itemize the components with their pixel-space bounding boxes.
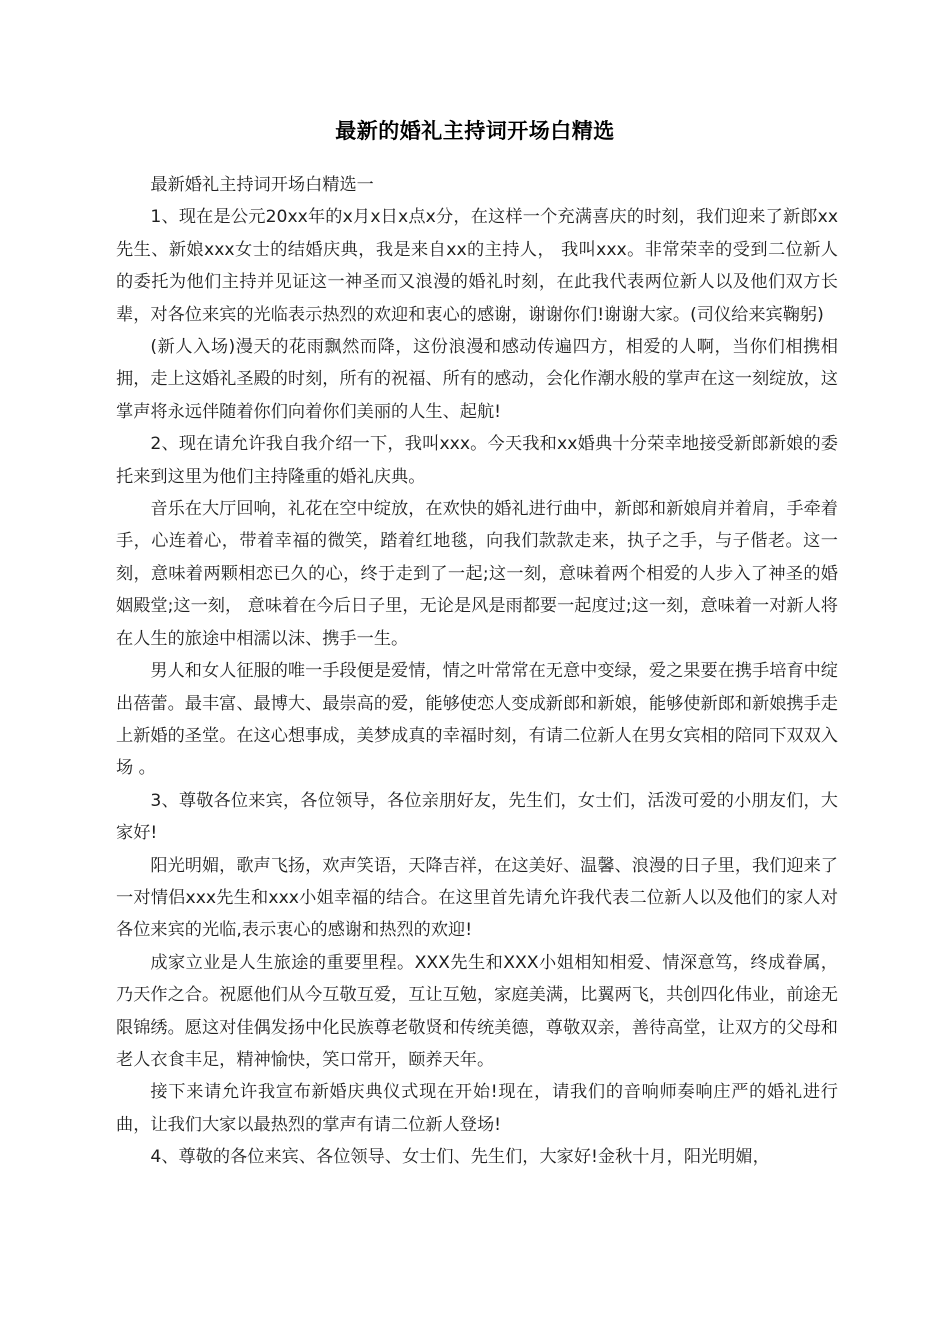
paragraph: 男人和女人征服的唯一手段便是爱情，情之叶常常在无意中变绿，爱之果要在携手培育中绽出蓓蕾。最丰富、最博大、最崇高的爱，能够使恋人变成新郎和新娘，能够使新郎和新娘携手走上新婚的圣堂。在这心想事成，美梦成真的幸福时刻，有请二位新人在男女宾相的陪同下双双入场 。	[116, 661, 838, 779]
paragraph: 1、现在是公元20xx年的x月x日x点x分，在这样一个充满喜庆的时刻，我们迎来了新郎xx先生、新娘xxx女士的结婚庆典，我是来自xx的主持人， 我叫xxx。非常荣幸的受到二位新人的委托为他们主持并见证这一神圣而又浪漫的婚礼时刻，在此我代表两位新人以及他们双方长辈，对各位来宾的光临表示热烈的欢迎和衷心的感谢，谢谢你们!谢谢大家。(司仪给来宾鞠躬)	[116, 207, 838, 325]
document-body	[116, 169, 838, 1174]
paragraph: 4、尊敬的各位来宾、各位领导、女士们、先生们，大家好!金秋十月，阳光明媚，	[150, 1147, 770, 1168]
paragraph: 音乐在大厅回响，礼花在空中绽放，在欢快的婚礼进行曲中，新郎和新娘肩并着肩，手牵着手，心连着心，带着幸福的微笑，踏着红地毯，向我们款款走来，执子之手，与子偕老。这一刻，意味着两颗相恋已久的心，终于走到了一起;这一刻，意味着两个相爱的人步入了神圣的婚姻殿堂;这一刻， 意味着在今后日子里，无论是风是雨都要一起度过;这一刻，意味着一对新人将在人生的旅途中相濡以沫、携手一生。	[116, 499, 838, 649]
paragraph: 成家立业是人生旅途的重要里程。XXX先生和XXX小姐相知相爱、情深意笃，终成眷属，乃天作之合。祝愿他们从今互敬互爱，互让互勉，家庭美满，比翼两飞，共创四化伟业，前途无限锦绣。愿这对佳偶发扬中化民族尊老敬贤和传统美德，尊敬双亲，善待高堂，让双方的父母和老人衣食丰足，精神愉快，笑口常开，颐养天年。	[116, 952, 838, 1070]
paragraph: 阳光明媚，歌声飞扬，欢声笑语，天降吉祥，在这美好、温馨、浪漫的日子里，我们迎来了一对情侣xxx先生和xxx小姐幸福的结合。在这里首先请允许我代表二位新人以及他们的家人对各位来宾的光临,表示衷心的感谢和热烈的欢迎!	[116, 855, 838, 941]
paragraph: 接下来请允许我宣布新婚庆典仪式现在开始!现在，请我们的音响师奏响庄严的婚礼进行曲，让我们大家以最热烈的掌声有请二位新人登场!	[116, 1082, 838, 1135]
paragraph-section-heading: 最新婚礼主持词开场白精选一	[150, 175, 374, 195]
paragraph: 2、现在请允许我自我介绍一下，我叫xxx。今天我和xx婚典十分荣幸地接受新郎新娘的委托来到这里为他们主持隆重的婚礼庆典。	[116, 434, 838, 487]
paragraph: (新人入场)漫天的花雨飘然而降，这份浪漫和感动传遍四方，相爱的人啊，当你们相携相拥，走上这婚礼圣殿的时刻，所有的祝福、所有的感动，会化作潮水般的掌声在这一刻绽放，这掌声将永远伴随着你们向着你们美丽的人生、起航!	[116, 337, 838, 422]
paragraph: 3、尊敬各位来宾，各位领导，各位亲朋好友，先生们，女士们，活泼可爱的小朋友们，大家好!	[116, 790, 838, 844]
document-title: 最新的婚礼主持词开场白精选	[335, 119, 615, 143]
